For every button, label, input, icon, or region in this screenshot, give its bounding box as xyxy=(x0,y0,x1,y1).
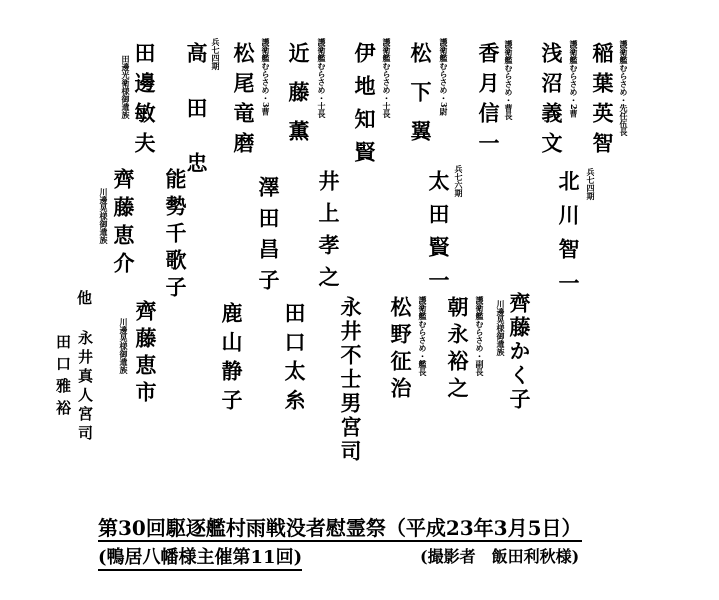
name-entry: 鹿山静子 xyxy=(219,302,244,418)
name-entry: 永井真人宮司 xyxy=(76,330,94,444)
name-entry: 香月信一 xyxy=(476,42,501,162)
name-entry: 松下翼 xyxy=(408,42,433,159)
name-entry: 能勢千歌子 xyxy=(163,168,188,303)
name-entry: 稲葉英智 xyxy=(590,42,615,162)
name-entry: 北川智一 xyxy=(556,170,581,306)
name-entry: 齊藤恵介 xyxy=(111,168,136,280)
name-note: 護衛艦むらさめ・士長 xyxy=(382,38,392,118)
name-entry: 田口太糸 xyxy=(282,302,307,418)
name-entry: 齊藤かく子 xyxy=(507,292,532,412)
memorial-title: 第30回駆逐艦村雨戦没者慰霊祭（平成23年3月5日） xyxy=(98,516,582,540)
name-note: 川邊晃様御遺族 xyxy=(496,300,506,356)
name-entry: 松尾竜磨 xyxy=(231,42,256,162)
name-note: 護衛艦むらさめ・3曹 xyxy=(261,38,271,116)
name-entry: 朝永裕之 xyxy=(445,296,470,404)
name-note: 護衛艦むらさめ・士長 xyxy=(317,38,327,118)
name-entry: 伊地知賢 xyxy=(352,42,377,174)
name-note: 兵七六期 xyxy=(454,165,464,197)
name-entry: 近藤薫 xyxy=(286,42,311,159)
name-note: 護衛艦むらさめ・3尉 xyxy=(439,38,449,116)
name-entry: 永井不士男宮司 xyxy=(338,296,363,464)
name-note: 田邊光衛様御遺族 xyxy=(121,55,131,119)
name-entry: 浅沼義文 xyxy=(539,42,564,162)
name-note: 兵七四期 xyxy=(586,168,596,200)
photographer-credit: (撮影者 飯田利秋様) xyxy=(420,547,580,566)
name-note: 護衛艦むらさめ・副長 xyxy=(475,296,485,376)
name-note: 川邊晃様御遺族 xyxy=(119,318,129,374)
name-note: 護衛艦むらさめ・艦長 xyxy=(418,296,428,376)
name-note: 護衛艦むらさめ・曹長 xyxy=(504,40,514,120)
name-entry: 齊藤恵市 xyxy=(133,300,158,408)
name-entry: 太田賢一 xyxy=(426,170,451,302)
name-entry: 田邊敏夫 xyxy=(132,42,157,162)
name-entry: 澤田昌子 xyxy=(256,176,281,300)
name-note: 川邊晃様御遺族 xyxy=(99,188,109,244)
name-entry: 他 xyxy=(75,290,93,310)
name-entry: 井上孝之 xyxy=(316,170,341,298)
name-note: 護衛艦むらさめ・2曹 xyxy=(569,40,579,118)
name-note: 護衛艦むらさめ・先任伍長 xyxy=(619,40,629,136)
name-note: 兵七四期 xyxy=(211,38,221,70)
name-entry: 田口雅裕 xyxy=(54,334,72,422)
name-entry: 松野征治 xyxy=(388,296,413,404)
name-entry: 高田忠 xyxy=(184,42,209,207)
memorial-subtitle: (鴨居八幡様主催第11回) xyxy=(98,549,302,571)
